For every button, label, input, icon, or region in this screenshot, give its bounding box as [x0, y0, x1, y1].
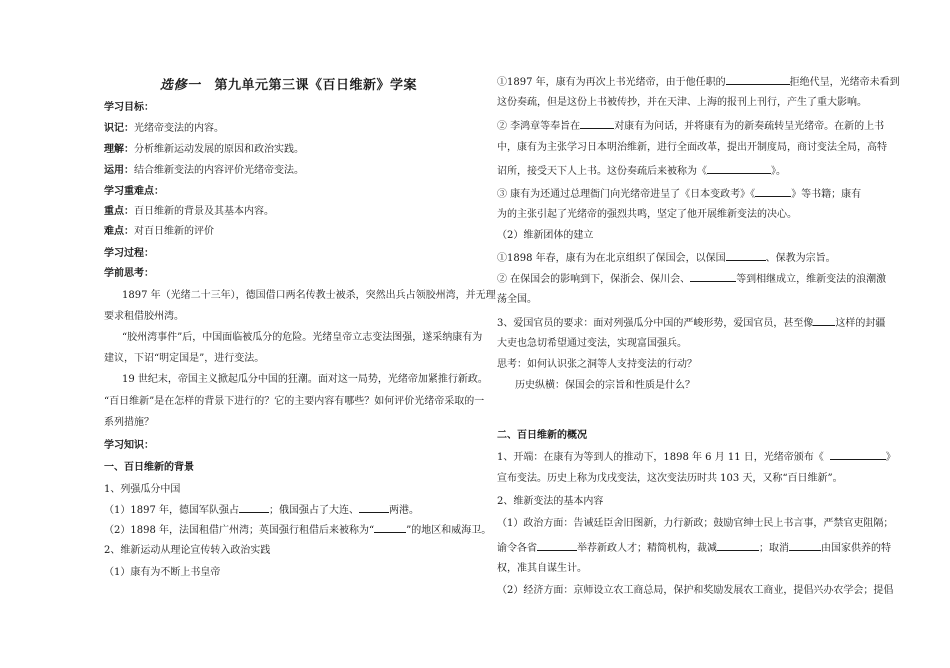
- section2-heading: 二、百日维新的概况: [497, 430, 587, 441]
- goals-heading: 学习目标：: [104, 102, 154, 113]
- pre-thinking-heading: 学前思考：: [104, 268, 154, 279]
- fill-blank[interactable]: [717, 541, 759, 551]
- section1-heading: 一、百日维新的背景: [104, 462, 194, 473]
- r-line-5: 诏所，接受天下人上书。这份奏疏后来被称为《 》。: [497, 166, 786, 177]
- r-line-22: （2）经济方面：京师设立农工商总局，保护和奖励发展农工商业，提倡兴办农学会；提倡: [497, 585, 894, 596]
- intro-para3-line2: “百日维新”是在怎样的背景下进行的？它的主要内容有哪些？如何评价光绪帝采取的一: [104, 396, 485, 407]
- fill-blank[interactable]: [726, 251, 766, 261]
- r-line-17: 宣布变法。历史上称为戊戌变法，这次变法历时共 103 天，又称“百日维新”。: [497, 473, 843, 484]
- r-line-2: 这份奏疏，但是这份上书被传抄，并在天津、上海的报刊上刊行，产生了重大影响。: [497, 97, 867, 108]
- r-line-15: 历史纵横：保国会的宗旨和性质是什么？: [515, 380, 695, 391]
- difficult-point: 难点：对百日维新的评价: [104, 226, 214, 237]
- r-line-9: ①1898 年春，康有为在北京组织了保国会，以保国 、保教为宗旨。: [497, 253, 836, 264]
- r-line-20: 谕令各省 举荐新政人才；精简机构，裁减 ；取消 由国家供养的特: [497, 543, 891, 554]
- fill-blank[interactable]: [239, 503, 269, 513]
- fill-blank[interactable]: [830, 450, 886, 460]
- r-line-1: ①1897 年，康有为再次上书光绪帝，由于他任职的 拒绝代呈，光绪帝未看到: [497, 77, 900, 88]
- fill-blank[interactable]: [726, 75, 790, 85]
- goal-understand: 理解：分析维新运动发展的原因和政治实践。: [104, 144, 304, 155]
- intro-para2-line1: “胶州湾事件”后，中国面临被瓜分的危险。光绪皇帝立志变法图强，遂采纳康有为: [122, 332, 483, 343]
- fill-blank[interactable]: [359, 503, 389, 513]
- r-line-7: 为的主张引起了光绪帝的强烈共鸣，坚定了他开展维新变法的决心。: [497, 209, 797, 220]
- r-line-14: 思考：如何认识张之洞等人支持变法的行动？: [497, 359, 697, 370]
- fill-blank[interactable]: [537, 541, 577, 551]
- process-heading: 学习过程：: [104, 248, 154, 259]
- s1-item-partition: 1、列强瓜分中国: [104, 484, 181, 495]
- r-line-11: 荡全国。: [497, 294, 537, 305]
- intro-para2-line2: 建议，下诏“明定国是”，进行变法。: [104, 353, 265, 364]
- r-line-8: （2）维新团体的建立: [497, 230, 594, 241]
- r-line-13: 大吏也急切希望通过变法，实现富国强兵。: [497, 338, 687, 349]
- keypoints-heading: 学习重难点：: [104, 186, 164, 197]
- s1-item-1897: （1）1897 年，德国军队强占 ；俄国强占了大连、 两港。: [104, 505, 419, 516]
- r-line-10: ② 在保国会的影响到下，保浙会、保川会、 等到相继成立，维新变法的浪潮激: [497, 274, 887, 285]
- intro-para3-line3: 系列措施？: [104, 417, 154, 428]
- page-title: [160, 80, 417, 92]
- title-text: 第九单元第三课《百日维新》学案: [214, 78, 418, 93]
- key-point: 重点：百日维新的背景及其基本内容。: [104, 206, 274, 217]
- handwritten-title-prefix: 选修一: [160, 78, 201, 93]
- intro-para3-line1: 19 世纪末，帝国主义掀起瓜分中国的狂潮。面对这一局势，光绪帝加紧推行新政。: [122, 374, 488, 385]
- fill-blank[interactable]: [690, 272, 736, 282]
- fill-blank[interactable]: [374, 523, 406, 533]
- r-line-12: 3、爱国官员的要求：面对列强瓜分中国的严峻形势，爱国官员，甚至像 这样的封疆: [497, 318, 886, 329]
- goal-apply: 运用：结合维新变法的内容评价光绪帝变法。: [104, 165, 304, 176]
- fill-blank[interactable]: [580, 119, 614, 129]
- s1-item-petition: （1）康有为不断上书皇帝: [104, 567, 221, 578]
- s1-item-practice: 2、维新运动从理论宣传转入政治实践: [104, 545, 271, 556]
- fill-blank[interactable]: [755, 187, 791, 197]
- goal-memorize: 识记：光绪帝变法的内容。: [104, 123, 224, 134]
- r-line-3: ② 李鸿章等奉旨在 对康有为问话，并将康有为的新奏疏转呈光绪帝。在新的上书: [497, 121, 885, 132]
- r-line-6: ③ 康有为还通过总理衙门向光绪帝进呈了《日本变政考》《 》等书籍；康有: [497, 189, 862, 200]
- s1-item-1898: （2）1898 年，法国租借广州湾；英国强行租借后来被称为“ ”的地区和威海卫。: [104, 525, 492, 536]
- r-line-4: 中，康有为主张学习日本明治维新，进行全面改革，提出开制度局，商讨变法全局，高特: [497, 142, 887, 153]
- r-line-18: 2、维新变法的基本内容: [497, 496, 604, 507]
- r-line-19: （1）政治方面：告诫廷臣舍旧图新，力行新政；鼓励官绅士民上书言事，严禁官吏阻隔；: [497, 518, 894, 529]
- intro-para1-line2: 要求租借胶州湾。: [104, 311, 184, 322]
- fill-blank[interactable]: [789, 541, 821, 551]
- fill-blank[interactable]: [707, 164, 771, 174]
- fill-blank[interactable]: [813, 316, 835, 326]
- r-line-21: 权，准其自谋生计。: [497, 563, 587, 574]
- knowledge-heading: 学习知识：: [104, 440, 154, 451]
- intro-para1-line1: 1897 年（光绪二十三年），德国借口两名传教士被杀，突然出兵占领胶州湾，并无理: [122, 290, 496, 301]
- r-line-16: 1、开端：在康有为等到人的推动下，1898 年 6 月 11 日，光绪帝颁布《 》: [497, 452, 896, 463]
